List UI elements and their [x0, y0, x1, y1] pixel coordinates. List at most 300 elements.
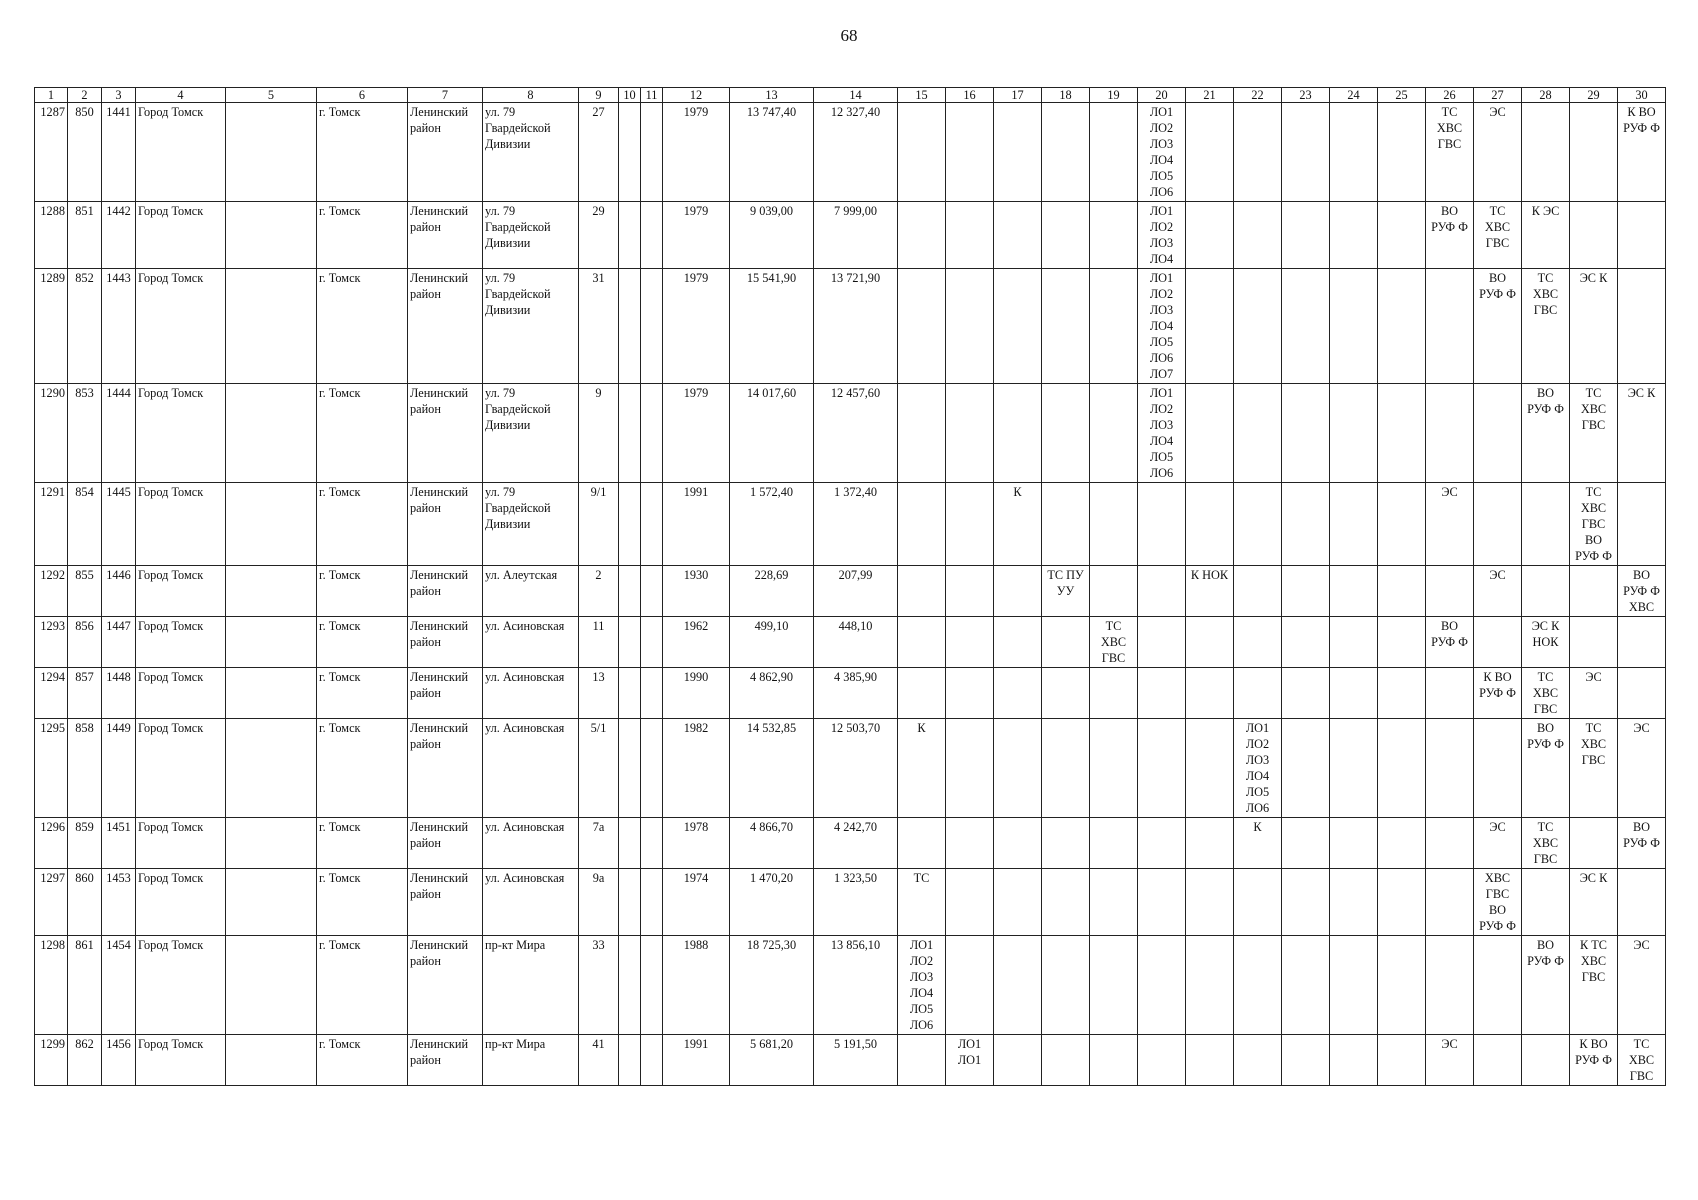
table-cell-col-3: 1454: [102, 936, 136, 1035]
table-cell-col-1: 1298: [35, 936, 68, 1035]
table-cell-col-18: [1042, 869, 1090, 936]
table-cell-col-17: [994, 269, 1042, 384]
table-cell-col-27: ЭС: [1474, 566, 1522, 617]
table-cell-col-21: [1186, 719, 1234, 818]
table-cell-col-13: 18 725,30: [730, 936, 814, 1035]
table-cell-col-19: [1090, 869, 1138, 936]
table-cell-col-7: Ленинский район: [408, 269, 483, 384]
table-cell-col-21: [1186, 202, 1234, 269]
table-cell-col-28: [1522, 483, 1570, 566]
table-cell-col-12: 1974: [663, 869, 730, 936]
table-cell-col-5: [226, 719, 317, 818]
column-header-1: 1: [35, 88, 68, 103]
table-cell-col-27: К ВО РУФ Ф: [1474, 668, 1522, 719]
table-cell-col-19: [1090, 269, 1138, 384]
table-cell-col-8: ул. 79 Гвардейской Дивизии: [483, 202, 579, 269]
table-cell-col-19: [1090, 566, 1138, 617]
table-cell-col-29: ТС ХВС ГВС ВО РУФ Ф: [1570, 483, 1618, 566]
table-cell-col-15: [898, 269, 946, 384]
table-cell-col-8: ул. Асиновская: [483, 617, 579, 668]
table-cell-col-4: Город Томск: [136, 202, 226, 269]
table-cell-col-15: ТС: [898, 869, 946, 936]
table-cell-col-26: [1426, 566, 1474, 617]
table-cell-col-16: [946, 483, 994, 566]
column-header-9: 9: [579, 88, 619, 103]
column-header-2: 2: [68, 88, 102, 103]
table-cell-col-7: Ленинский район: [408, 617, 483, 668]
table-cell-col-16: [946, 384, 994, 483]
table-cell-col-11: [641, 818, 663, 869]
table-cell-col-2: 857: [68, 668, 102, 719]
table-cell-col-28: [1522, 566, 1570, 617]
table-cell-col-25: [1378, 668, 1426, 719]
table-cell-col-21: [1186, 936, 1234, 1035]
table-cell-col-21: К НОК: [1186, 566, 1234, 617]
table-cell-col-30: ЭС: [1618, 936, 1666, 1035]
table-cell-col-3: 1444: [102, 384, 136, 483]
column-header-25: 25: [1378, 88, 1426, 103]
table-cell-col-2: 859: [68, 818, 102, 869]
table-cell-col-23: [1282, 103, 1330, 202]
table-row: [35, 103, 1666, 202]
table-cell-col-28: ТС ХВС ГВС: [1522, 818, 1570, 869]
table-cell-col-8: ул. 79 Гвардейской Дивизии: [483, 384, 579, 483]
table-cell-col-4: Город Томск: [136, 103, 226, 202]
table-cell-col-21: [1186, 1035, 1234, 1086]
table-row: [35, 869, 1666, 936]
table-cell-col-20: [1138, 1035, 1186, 1086]
table-cell-col-15: [898, 483, 946, 566]
table-cell-col-2: 856: [68, 617, 102, 668]
table-cell-col-20: [1138, 719, 1186, 818]
table-cell-col-25: [1378, 566, 1426, 617]
table-cell-col-30: К ВО РУФ Ф: [1618, 103, 1666, 202]
column-header-8: 8: [483, 88, 579, 103]
table-cell-col-9: 31: [579, 269, 619, 384]
column-header-24: 24: [1330, 88, 1378, 103]
table-cell-col-11: [641, 936, 663, 1035]
table-cell-col-8: ул. 79 Гвардейской Дивизии: [483, 269, 579, 384]
table-row: [35, 668, 1666, 719]
table-cell-col-6: г. Томск: [317, 566, 408, 617]
table-cell-col-22: [1234, 566, 1282, 617]
table-cell-col-30: [1618, 269, 1666, 384]
table-cell-col-25: [1378, 384, 1426, 483]
table-cell-col-23: [1282, 617, 1330, 668]
table-cell-col-27: ХВС ГВС ВО РУФ Ф: [1474, 869, 1522, 936]
table-cell-col-11: [641, 483, 663, 566]
table-cell-col-6: г. Томск: [317, 202, 408, 269]
table-cell-col-15: [898, 103, 946, 202]
column-header-11: 11: [641, 88, 663, 103]
table-cell-col-11: [641, 566, 663, 617]
table-cell-col-12: 1979: [663, 269, 730, 384]
table-cell-col-24: [1330, 384, 1378, 483]
column-header-10: 10: [619, 88, 641, 103]
table-cell-col-26: ТС ХВС ГВС: [1426, 103, 1474, 202]
table-cell-col-8: ул. Асиновская: [483, 869, 579, 936]
table-cell-col-20: [1138, 566, 1186, 617]
table-cell-col-2: 858: [68, 719, 102, 818]
table-cell-col-18: [1042, 1035, 1090, 1086]
table-cell-col-15: [898, 668, 946, 719]
table-cell-col-4: Город Томск: [136, 818, 226, 869]
table-cell-col-24: [1330, 869, 1378, 936]
table-cell-col-26: [1426, 719, 1474, 818]
table-cell-col-21: [1186, 869, 1234, 936]
table-cell-col-17: [994, 617, 1042, 668]
table-cell-col-20: ЛО1 ЛО2 ЛО3 ЛО4 ЛО5 ЛО6: [1138, 103, 1186, 202]
table-cell-col-26: ВО РУФ Ф: [1426, 202, 1474, 269]
table-cell-col-3: 1443: [102, 269, 136, 384]
table-cell-col-4: Город Томск: [136, 936, 226, 1035]
table-cell-col-17: [994, 384, 1042, 483]
table-body: [35, 103, 1666, 1086]
table-cell-col-28: [1522, 869, 1570, 936]
table-cell-col-6: г. Томск: [317, 483, 408, 566]
table-cell-col-14: 1 372,40: [814, 483, 898, 566]
table-cell-col-14: 4 242,70: [814, 818, 898, 869]
table-cell-col-27: [1474, 1035, 1522, 1086]
table-cell-col-30: ТС ХВС ГВС: [1618, 1035, 1666, 1086]
table-cell-col-18: [1042, 202, 1090, 269]
table-cell-col-4: Город Томск: [136, 269, 226, 384]
table-cell-col-8: ул. Асиновская: [483, 818, 579, 869]
column-header-14: 14: [814, 88, 898, 103]
table-cell-col-15: [898, 818, 946, 869]
table-cell-col-10: [619, 384, 641, 483]
table-cell-col-9: 2: [579, 566, 619, 617]
table-cell-col-3: 1448: [102, 668, 136, 719]
table-cell-col-22: [1234, 483, 1282, 566]
table-cell-col-3: 1446: [102, 566, 136, 617]
table-cell-col-11: [641, 269, 663, 384]
table-cell-col-1: 1288: [35, 202, 68, 269]
table-cell-col-26: [1426, 818, 1474, 869]
table-cell-col-23: [1282, 1035, 1330, 1086]
table-cell-col-16: [946, 668, 994, 719]
table-cell-col-28: [1522, 1035, 1570, 1086]
table-cell-col-14: 13 721,90: [814, 269, 898, 384]
table-row: [35, 384, 1666, 483]
table-cell-col-11: [641, 384, 663, 483]
table-cell-col-20: [1138, 668, 1186, 719]
table-cell-col-17: [994, 1035, 1042, 1086]
table-cell-col-15: [898, 1035, 946, 1086]
table-cell-col-6: г. Томск: [317, 936, 408, 1035]
table-cell-col-1: 1299: [35, 1035, 68, 1086]
table-cell-col-13: 9 039,00: [730, 202, 814, 269]
table-cell-col-5: [226, 202, 317, 269]
table-cell-col-26: [1426, 384, 1474, 483]
table-cell-col-14: 12 327,40: [814, 103, 898, 202]
table-cell-col-27: [1474, 719, 1522, 818]
column-header-7: 7: [408, 88, 483, 103]
table-cell-col-25: [1378, 1035, 1426, 1086]
column-header-26: 26: [1426, 88, 1474, 103]
table-cell-col-9: 29: [579, 202, 619, 269]
table-cell-col-20: [1138, 483, 1186, 566]
table-cell-col-24: [1330, 719, 1378, 818]
table-cell-col-29: ЭС К: [1570, 869, 1618, 936]
table-cell-col-29: ТС ХВС ГВС: [1570, 384, 1618, 483]
table-cell-col-23: [1282, 269, 1330, 384]
table-cell-col-15: К: [898, 719, 946, 818]
table-cell-col-4: Город Томск: [136, 719, 226, 818]
table-cell-col-19: [1090, 384, 1138, 483]
table-cell-col-26: [1426, 869, 1474, 936]
table-cell-col-10: [619, 936, 641, 1035]
table-cell-col-16: [946, 202, 994, 269]
table-cell-col-2: 851: [68, 202, 102, 269]
table-cell-col-22: ЛО1 ЛО2 ЛО3 ЛО4 ЛО5 ЛО6: [1234, 719, 1282, 818]
table-cell-col-13: 4 866,70: [730, 818, 814, 869]
table-cell-col-2: 855: [68, 566, 102, 617]
table-cell-col-25: [1378, 617, 1426, 668]
table-cell-col-23: [1282, 384, 1330, 483]
table-cell-col-8: ул. Асиновская: [483, 668, 579, 719]
table-cell-col-29: ЭС К: [1570, 269, 1618, 384]
table-cell-col-3: 1447: [102, 617, 136, 668]
table-cell-col-18: [1042, 617, 1090, 668]
column-header-22: 22: [1234, 88, 1282, 103]
table-cell-col-27: ТС ХВС ГВС: [1474, 202, 1522, 269]
table-cell-col-4: Город Томск: [136, 617, 226, 668]
table-cell-col-1: 1292: [35, 566, 68, 617]
table-row: [35, 719, 1666, 818]
table-cell-col-7: Ленинский район: [408, 1035, 483, 1086]
table-cell-col-14: 7 999,00: [814, 202, 898, 269]
table-cell-col-6: г. Томск: [317, 617, 408, 668]
table-cell-col-6: г. Томск: [317, 1035, 408, 1086]
table-cell-col-17: [994, 936, 1042, 1035]
table-cell-col-21: [1186, 103, 1234, 202]
table-cell-col-3: 1451: [102, 818, 136, 869]
column-header-15: 15: [898, 88, 946, 103]
table-cell-col-19: [1090, 1035, 1138, 1086]
table-cell-col-28: ВО РУФ Ф: [1522, 384, 1570, 483]
column-header-5: 5: [226, 88, 317, 103]
table-cell-col-16: [946, 719, 994, 818]
table-cell-col-26: ЭС: [1426, 1035, 1474, 1086]
table-cell-col-20: ЛО1 ЛО2 ЛО3 ЛО4 ЛО5 ЛО6: [1138, 384, 1186, 483]
table-cell-col-9: 11: [579, 617, 619, 668]
table-cell-col-6: г. Томск: [317, 269, 408, 384]
column-header-18: 18: [1042, 88, 1090, 103]
table-cell-col-4: Город Томск: [136, 384, 226, 483]
table-cell-col-22: [1234, 269, 1282, 384]
table-cell-col-10: [619, 566, 641, 617]
table-cell-col-23: [1282, 483, 1330, 566]
table-cell-col-27: [1474, 483, 1522, 566]
table-cell-col-5: [226, 1035, 317, 1086]
table-cell-col-29: [1570, 103, 1618, 202]
table-cell-col-5: [226, 269, 317, 384]
table-cell-col-16: [946, 617, 994, 668]
table-cell-col-9: 27: [579, 103, 619, 202]
table-cell-col-12: 1930: [663, 566, 730, 617]
table-cell-col-13: 228,69: [730, 566, 814, 617]
table-cell-col-29: [1570, 202, 1618, 269]
table-cell-col-10: [619, 617, 641, 668]
table-cell-col-16: [946, 818, 994, 869]
table-cell-col-24: [1330, 566, 1378, 617]
table-cell-col-13: 4 862,90: [730, 668, 814, 719]
table-cell-col-18: [1042, 818, 1090, 869]
table-cell-col-7: Ленинский район: [408, 202, 483, 269]
table-cell-col-29: ТС ХВС ГВС: [1570, 719, 1618, 818]
table-cell-col-3: 1449: [102, 719, 136, 818]
table-cell-col-26: [1426, 668, 1474, 719]
table-cell-col-28: ЭС К НОК: [1522, 617, 1570, 668]
table-cell-col-19: [1090, 103, 1138, 202]
table-cell-col-13: 5 681,20: [730, 1035, 814, 1086]
table-cell-col-17: К: [994, 483, 1042, 566]
table-cell-col-24: [1330, 202, 1378, 269]
table-cell-col-19: [1090, 719, 1138, 818]
column-header-17: 17: [994, 88, 1042, 103]
table-cell-col-27: [1474, 617, 1522, 668]
column-header-16: 16: [946, 88, 994, 103]
table-cell-col-7: Ленинский район: [408, 818, 483, 869]
table-cell-col-7: Ленинский район: [408, 566, 483, 617]
table-cell-col-7: Ленинский район: [408, 936, 483, 1035]
table-cell-col-3: 1456: [102, 1035, 136, 1086]
column-header-23: 23: [1282, 88, 1330, 103]
table-cell-col-23: [1282, 202, 1330, 269]
table-cell-col-26: [1426, 936, 1474, 1035]
table-cell-col-17: [994, 202, 1042, 269]
table-cell-col-11: [641, 869, 663, 936]
table-cell-col-3: 1453: [102, 869, 136, 936]
table-cell-col-9: 9а: [579, 869, 619, 936]
table-cell-col-23: [1282, 719, 1330, 818]
table-cell-col-6: г. Томск: [317, 103, 408, 202]
table-cell-col-23: [1282, 818, 1330, 869]
table-cell-col-6: г. Томск: [317, 668, 408, 719]
column-header-6: 6: [317, 88, 408, 103]
table-cell-col-25: [1378, 818, 1426, 869]
table-cell-col-1: 1291: [35, 483, 68, 566]
table-cell-col-24: [1330, 1035, 1378, 1086]
table-cell-col-15: [898, 384, 946, 483]
table-cell-col-30: [1618, 617, 1666, 668]
table-cell-col-5: [226, 103, 317, 202]
table-cell-col-1: 1287: [35, 103, 68, 202]
table-cell-col-5: [226, 818, 317, 869]
table-cell-col-28: ВО РУФ Ф: [1522, 719, 1570, 818]
table-cell-col-29: К ВО РУФ Ф: [1570, 1035, 1618, 1086]
table-cell-col-22: [1234, 103, 1282, 202]
table-row: [35, 269, 1666, 384]
table-cell-col-16: ЛО1 ЛО1: [946, 1035, 994, 1086]
table-cell-col-8: пр-кт Мира: [483, 936, 579, 1035]
table-cell-col-20: [1138, 869, 1186, 936]
table-cell-col-24: [1330, 936, 1378, 1035]
table-cell-col-4: Город Томск: [136, 483, 226, 566]
column-header-21: 21: [1186, 88, 1234, 103]
table-cell-col-10: [619, 869, 641, 936]
table-cell-col-15: [898, 617, 946, 668]
table-cell-col-25: [1378, 869, 1426, 936]
table-cell-col-24: [1330, 269, 1378, 384]
table-cell-col-19: [1090, 202, 1138, 269]
table-cell-col-11: [641, 617, 663, 668]
page-number: 68: [840, 26, 858, 45]
table-cell-col-9: 5/1: [579, 719, 619, 818]
table-cell-col-7: Ленинский район: [408, 483, 483, 566]
table-cell-col-19: ТС ХВС ГВС: [1090, 617, 1138, 668]
table-cell-col-12: 1982: [663, 719, 730, 818]
table-cell-col-20: [1138, 818, 1186, 869]
table-cell-col-11: [641, 1035, 663, 1086]
column-header-13: 13: [730, 88, 814, 103]
table-cell-col-8: ул. 79 Гвардейской Дивизии: [483, 483, 579, 566]
table-cell-col-5: [226, 566, 317, 617]
table-cell-col-5: [226, 668, 317, 719]
table-cell-col-11: [641, 668, 663, 719]
table-cell-col-30: ЭС К: [1618, 384, 1666, 483]
table-cell-col-1: 1295: [35, 719, 68, 818]
table-cell-col-2: 850: [68, 103, 102, 202]
table-cell-col-21: [1186, 269, 1234, 384]
table-cell-col-10: [619, 202, 641, 269]
table-cell-col-2: 853: [68, 384, 102, 483]
table-cell-col-30: [1618, 668, 1666, 719]
table-cell-col-25: [1378, 103, 1426, 202]
table-cell-col-15: [898, 566, 946, 617]
table-cell-col-3: 1445: [102, 483, 136, 566]
table-cell-col-29: [1570, 566, 1618, 617]
table-cell-col-22: [1234, 936, 1282, 1035]
table-cell-col-4: Город Томск: [136, 869, 226, 936]
table-cell-col-4: Город Томск: [136, 668, 226, 719]
table-row: [35, 202, 1666, 269]
table-cell-col-1: 1296: [35, 818, 68, 869]
table-row: [35, 617, 1666, 668]
table-cell-col-16: [946, 869, 994, 936]
column-header-29: 29: [1570, 88, 1618, 103]
table-cell-col-27: [1474, 936, 1522, 1035]
table-cell-col-24: [1330, 617, 1378, 668]
table-cell-col-9: 9/1: [579, 483, 619, 566]
table-cell-col-17: [994, 818, 1042, 869]
table-cell-col-9: 9: [579, 384, 619, 483]
table-cell-col-23: [1282, 566, 1330, 617]
table-cell-col-2: 862: [68, 1035, 102, 1086]
table-cell-col-12: 1962: [663, 617, 730, 668]
table-cell-col-12: 1988: [663, 936, 730, 1035]
table-cell-col-7: Ленинский район: [408, 103, 483, 202]
table-cell-col-1: 1290: [35, 384, 68, 483]
table-cell-col-27: [1474, 384, 1522, 483]
table-cell-col-25: [1378, 936, 1426, 1035]
table-cell-col-29: [1570, 617, 1618, 668]
table-cell-col-13: 14 532,85: [730, 719, 814, 818]
table-cell-col-20: ЛО1 ЛО2 ЛО3 ЛО4 ЛО5 ЛО6 ЛО7: [1138, 269, 1186, 384]
table-cell-col-19: [1090, 483, 1138, 566]
table-cell-col-21: [1186, 483, 1234, 566]
table-cell-col-16: [946, 936, 994, 1035]
table-cell-col-18: [1042, 103, 1090, 202]
column-header-28: 28: [1522, 88, 1570, 103]
table-cell-col-9: 33: [579, 936, 619, 1035]
table-cell-col-30: ЭС: [1618, 719, 1666, 818]
table-cell-col-17: [994, 869, 1042, 936]
table-cell-col-30: ВО РУФ Ф ХВС: [1618, 566, 1666, 617]
table-cell-col-15: [898, 202, 946, 269]
table-cell-col-12: 1979: [663, 103, 730, 202]
